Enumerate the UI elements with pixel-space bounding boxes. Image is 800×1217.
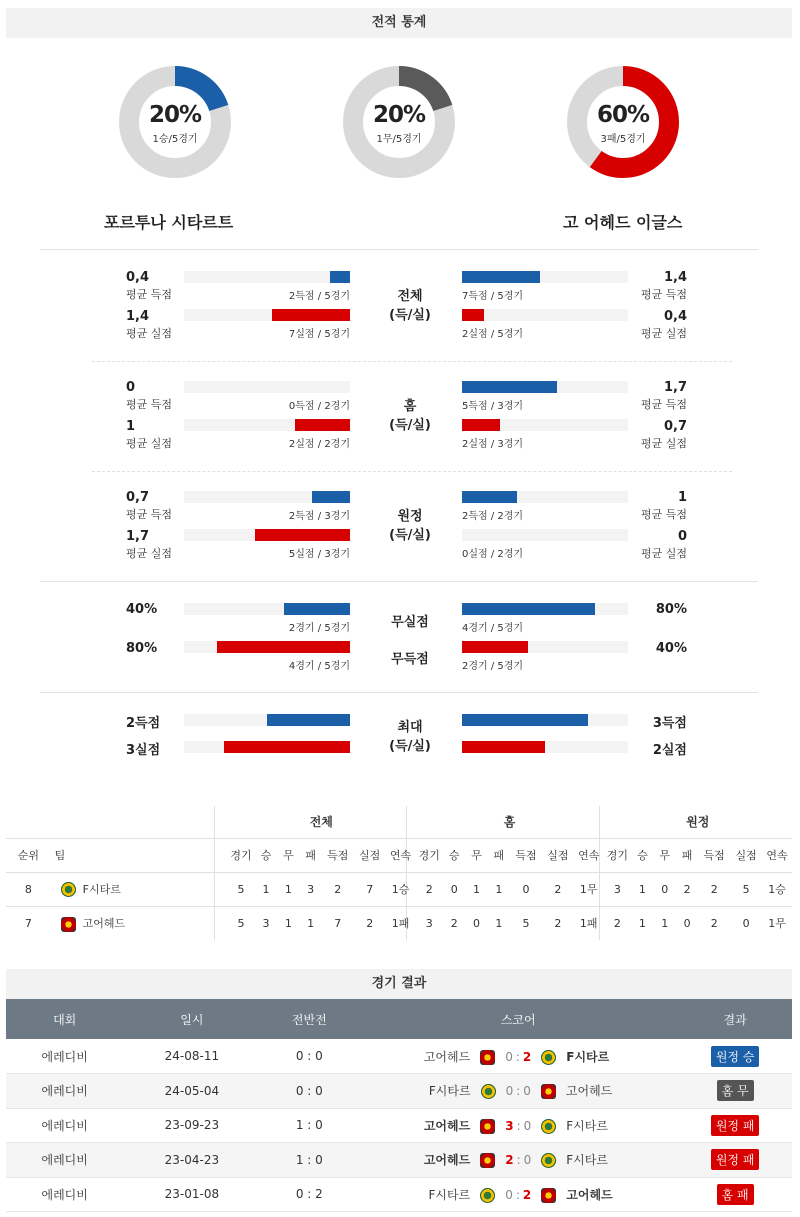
match-date: 24-08-11 <box>123 1039 260 1074</box>
results-table <box>6 999 792 1212</box>
left-conceded-bar <box>295 419 350 431</box>
stat-cell: 1패 <box>574 906 604 940</box>
stat-cell: 1무 <box>762 906 792 940</box>
away-score: 0 <box>523 1118 532 1133</box>
stat-cell: 1 <box>654 906 676 940</box>
stat-cell: 0 <box>730 906 762 940</box>
stat-cell: 7 <box>354 872 386 906</box>
left-conceded-caption: 7실점 / 5경기 <box>288 329 350 340</box>
team-name: F시타르 <box>82 882 121 896</box>
team-logo-icon <box>61 917 76 932</box>
stat-cell: 3 <box>604 872 632 906</box>
halftime-score: 1 : 0 <box>260 1143 358 1178</box>
right-noscore-bar <box>462 641 528 653</box>
left-scored-label: 평균 득점 <box>126 398 173 411</box>
left-conceded-value: 1 <box>126 419 136 434</box>
halftime-score: 0 : 0 <box>260 1039 358 1074</box>
left-conceded-caption: 5실점 / 3경기 <box>288 549 350 560</box>
col-header: 무 <box>654 838 676 872</box>
left-max-scored: 2득점 <box>126 716 161 731</box>
team-logo-icon <box>61 882 76 897</box>
results-col-header: 일시 <box>123 999 260 1039</box>
col-header: 승 <box>443 838 465 872</box>
right-noscore-value: 40% <box>655 641 687 656</box>
away-team: F시타르 <box>566 1049 610 1064</box>
right-scored-value: 1,4 <box>663 270 687 285</box>
away-logo-icon <box>541 1188 556 1203</box>
stat-cell: 1 <box>631 872 653 906</box>
col-header: 득점 <box>322 838 354 872</box>
col-header: 승 <box>631 838 653 872</box>
donut-subtitle: 1무/5경기 <box>376 134 422 145</box>
left-conceded-value: 1,4 <box>126 309 150 324</box>
col-header: 득점 <box>510 838 542 872</box>
stat-cell: 1 <box>300 906 322 940</box>
home-team: 고어헤드 <box>423 1153 471 1168</box>
away-score: 0 <box>523 1084 531 1099</box>
result-badge: 원정 패 <box>711 1115 760 1136</box>
stat-cell: 2 <box>604 906 632 940</box>
stat-cell: 2 <box>698 872 730 906</box>
stat-cell: 5 <box>227 872 255 906</box>
results-header: 경기 결과 <box>6 969 792 999</box>
col-header: 실점 <box>354 838 386 872</box>
stat-cell: 0 <box>676 906 698 940</box>
divider <box>40 249 758 250</box>
left-noscore-caption: 4경기 / 5경기 <box>288 661 350 672</box>
left-conceded-label: 평균 실점 <box>126 437 173 450</box>
result-cell <box>678 1039 792 1074</box>
stat-cell: 3 <box>300 872 322 906</box>
away-score: 0 <box>523 1153 532 1168</box>
right-clean-bar <box>462 603 595 615</box>
left-scored-caption: 2득점 / 3경기 <box>288 511 350 522</box>
home-team-name: 포르투나 시타르트 <box>104 213 234 232</box>
stat-cell: 1 <box>277 906 299 940</box>
away-score: 2 <box>522 1187 532 1202</box>
col-header: 경기 <box>415 838 443 872</box>
away-logo-icon <box>541 1119 556 1134</box>
home-score: 3 <box>505 1118 514 1133</box>
home-logo-icon <box>480 1188 495 1203</box>
col-header: 승 <box>255 838 277 872</box>
result-cell <box>678 1177 792 1212</box>
away-score: 2 <box>522 1049 532 1064</box>
block-title: 전체 <box>397 289 423 304</box>
stat-cell: 1패 <box>386 906 416 940</box>
home-score: 0 <box>505 1187 513 1202</box>
away-team: 고어헤드 <box>566 1187 613 1202</box>
right-conceded-bar <box>462 419 500 431</box>
col-header: 패 <box>300 838 322 872</box>
block-subtitle: (득/실) <box>389 528 431 543</box>
score-cell <box>358 1143 678 1178</box>
right-scored-value: 1,7 <box>663 380 687 395</box>
left-scored-bar-track <box>184 381 350 393</box>
right-scored-caption: 2득점 / 2경기 <box>462 511 524 522</box>
result-badge: 원정 패 <box>711 1149 760 1170</box>
left-scored-value: 0 <box>126 380 136 395</box>
stat-cell: 2 <box>322 872 354 906</box>
right-conceded-bar <box>462 309 484 321</box>
donut-percent: 60% <box>596 102 650 128</box>
col-header: 무 <box>465 838 487 872</box>
stat-cell: 2 <box>415 872 443 906</box>
col-header: 연속 <box>386 838 416 872</box>
standings-group-1: 홈 <box>503 815 516 830</box>
left-conceded-bar <box>272 309 350 321</box>
away-logo-icon <box>541 1153 556 1168</box>
halftime-score: 1 : 0 <box>260 1108 358 1143</box>
right-conceded-value: 0 <box>677 529 687 544</box>
away-logo-icon <box>541 1050 556 1065</box>
stat-cell: 1 <box>488 906 510 940</box>
right-noscore-caption: 2경기 / 5경기 <box>462 661 524 672</box>
stat-cell: 1무 <box>574 872 604 906</box>
team-cell <box>51 872 228 906</box>
league: 에레디비 <box>6 1177 123 1212</box>
donut-percent: 20% <box>148 102 202 128</box>
left-scored-value: 0,7 <box>126 490 150 505</box>
home-logo-icon <box>480 1050 495 1065</box>
home-logo-icon <box>481 1084 496 1099</box>
left-conceded-value: 1,7 <box>126 529 150 544</box>
match-date: 23-04-23 <box>123 1143 260 1178</box>
halftime-score: 0 : 0 <box>260 1074 358 1109</box>
right-scored-caption: 7득점 / 5경기 <box>462 291 524 302</box>
score-cell <box>358 1074 678 1109</box>
stat-cell: 0 <box>465 906 487 940</box>
away-team: 고어헤드 <box>565 1084 613 1099</box>
col-header: 경기 <box>227 838 255 872</box>
match-date: 24-05-04 <box>123 1074 260 1109</box>
col-header: 연속 <box>574 838 604 872</box>
score-cell <box>358 1039 678 1074</box>
right-max-scored-bar <box>462 714 588 726</box>
stat-cell: 2 <box>542 872 574 906</box>
standings-group-2: 원정 <box>686 815 710 830</box>
stat-cell: 2 <box>443 906 465 940</box>
results-col-header: 스코어 <box>358 999 678 1039</box>
left-max-conceded-bar <box>224 741 350 753</box>
donut-subtitle: 1승/5경기 <box>152 134 198 145</box>
stat-cell: 1승 <box>762 872 792 906</box>
result-cell <box>678 1108 792 1143</box>
col-header: 득점 <box>698 838 730 872</box>
right-clean-caption: 4경기 / 5경기 <box>462 623 524 634</box>
match-date: 23-01-08 <box>123 1177 260 1212</box>
left-scored-label: 평균 득점 <box>126 508 173 521</box>
rank: 8 <box>6 872 51 906</box>
league: 에레디비 <box>6 1108 123 1143</box>
left-scored-value: 0,4 <box>126 270 150 285</box>
score-cell <box>358 1108 678 1143</box>
block-title: 홈 <box>403 399 417 414</box>
right-scored-bar <box>462 491 517 503</box>
left-scored-label: 평균 득점 <box>126 288 173 301</box>
results-row <box>6 1074 792 1109</box>
results-col-header: 전반전 <box>260 999 358 1039</box>
stat-cell: 1 <box>488 872 510 906</box>
stat-cell: 1 <box>255 872 277 906</box>
right-scored-value: 1 <box>677 490 687 505</box>
left-conceded-label: 평균 실점 <box>126 327 173 340</box>
col-header: 실점 <box>542 838 574 872</box>
home-logo-icon <box>480 1153 495 1168</box>
left-max-scored-bar <box>267 714 350 726</box>
result-cell <box>678 1143 792 1178</box>
donut-subtitle: 3패/5경기 <box>600 134 646 145</box>
match-date: 23-09-23 <box>123 1108 260 1143</box>
stat-cell: 0 <box>654 872 676 906</box>
left-clean-value: 40% <box>126 602 158 617</box>
left-noscore-bar <box>217 641 350 653</box>
max-title: 최대 <box>397 720 423 735</box>
away-team-name: 고 어헤드 이글스 <box>563 213 683 232</box>
stat-cell: 1 <box>631 906 653 940</box>
away-team: F시타르 <box>566 1118 608 1133</box>
results-row <box>6 1177 792 1212</box>
away-logo-icon <box>541 1084 556 1099</box>
right-max-conceded: 2실점 <box>652 743 687 758</box>
right-scored-label: 평균 득점 <box>640 288 687 301</box>
right-conceded-caption: 0실점 / 2경기 <box>462 549 524 560</box>
col-header: 경기 <box>604 838 632 872</box>
result-badge: 홈 무 <box>717 1080 754 1101</box>
blank <box>51 806 228 838</box>
left-noscore-value: 80% <box>126 641 158 656</box>
score-sep: : <box>515 1049 520 1064</box>
donut-2 <box>343 66 455 178</box>
right-conceded-value: 0,7 <box>663 419 687 434</box>
right-scored-label: 평균 득점 <box>640 508 687 521</box>
dashed-divider <box>92 361 732 362</box>
stat-cell: 5 <box>227 906 255 940</box>
stat-cell: 1 <box>277 872 299 906</box>
stat-cell: 1승 <box>386 872 416 906</box>
left-scored-bar <box>312 491 350 503</box>
right-conceded-label: 평균 실점 <box>640 547 687 560</box>
stat-cell: 3 <box>415 906 443 940</box>
left-scored-caption: 2득점 / 5경기 <box>288 291 350 302</box>
right-conceded-caption: 2실점 / 5경기 <box>462 329 524 340</box>
score-sep: : <box>515 1187 520 1202</box>
standings-table <box>6 806 792 940</box>
results-col-header: 대회 <box>6 999 123 1039</box>
divider <box>40 581 758 582</box>
left-scored-bar <box>330 271 350 283</box>
results-row <box>6 1039 792 1074</box>
league: 에레디비 <box>6 1039 123 1074</box>
right-scored-bar <box>462 381 557 393</box>
clean-title: 무실점 <box>391 615 429 630</box>
right-conceded-label: 평균 실점 <box>640 437 687 450</box>
stat-cell: 5 <box>510 906 542 940</box>
right-conceded-bar-track <box>462 309 628 321</box>
col-header: 연속 <box>762 838 792 872</box>
left-conceded-label: 평균 실점 <box>126 547 173 560</box>
left-scored-bar-track <box>184 271 350 283</box>
score-sep: : <box>516 1118 521 1133</box>
left-clean-caption: 2경기 / 5경기 <box>288 623 350 634</box>
divider <box>40 692 758 693</box>
results-col-header: 결과 <box>678 999 792 1039</box>
donut-percent: 20% <box>372 102 426 128</box>
results-row <box>6 1108 792 1143</box>
right-conceded-label: 평균 실점 <box>640 327 687 340</box>
halftime-score: 0 : 2 <box>260 1177 358 1212</box>
home-team: 고어헤드 <box>423 1049 471 1064</box>
dashed-divider <box>92 471 732 472</box>
home-score: 0 <box>505 1049 513 1064</box>
noscore-title: 무득점 <box>391 652 429 667</box>
col-header: 무 <box>277 838 299 872</box>
donut-3 <box>567 66 679 178</box>
home-score: 0 <box>505 1084 514 1099</box>
right-conceded-caption: 2실점 / 3경기 <box>462 439 524 450</box>
stat-cell: 2 <box>354 906 386 940</box>
right-max-scored: 3득점 <box>652 716 687 731</box>
stat-cell: 7 <box>322 906 354 940</box>
home-score: 2 <box>505 1153 514 1168</box>
league: 에레디비 <box>6 1074 123 1109</box>
league: 에레디비 <box>6 1143 123 1178</box>
stat-cell: 0 <box>510 872 542 906</box>
rank-header: 순위 <box>6 838 51 872</box>
block-subtitle: (득/실) <box>389 308 431 323</box>
left-clean-bar <box>284 603 350 615</box>
right-max-conceded-bar <box>462 741 545 753</box>
home-team: F시타르 <box>428 1084 471 1099</box>
home-logo-icon <box>480 1119 495 1134</box>
standings-group-0: 전체 <box>309 815 333 830</box>
left-conceded-caption: 2실점 / 2경기 <box>288 439 350 450</box>
block-subtitle: (득/실) <box>389 418 431 433</box>
standings-row <box>6 906 792 940</box>
left-scored-caption: 0득점 / 2경기 <box>288 401 350 412</box>
stat-cell: 5 <box>730 872 762 906</box>
right-clean-value: 80% <box>655 602 687 617</box>
result-cell <box>678 1074 792 1109</box>
score-sep: : <box>516 1153 521 1168</box>
stat-cell: 3 <box>255 906 277 940</box>
results-row <box>6 1143 792 1178</box>
result-badge: 원정 승 <box>711 1046 760 1067</box>
col-header: 패 <box>676 838 698 872</box>
max-subtitle: (득/실) <box>389 739 431 754</box>
stat-cell: 0 <box>443 872 465 906</box>
stat-cell: 2 <box>542 906 574 940</box>
home-team: 고어헤드 <box>423 1118 471 1133</box>
right-conceded-value: 0,4 <box>663 309 687 324</box>
stat-cell: 2 <box>698 906 730 940</box>
standings-row <box>6 872 792 906</box>
result-badge: 홈 패 <box>717 1184 754 1205</box>
left-max-conceded: 3실점 <box>126 743 161 758</box>
score-sep: : <box>516 1084 521 1099</box>
left-conceded-bar <box>255 529 350 541</box>
right-scored-bar <box>462 271 540 283</box>
right-scored-caption: 5득점 / 3경기 <box>462 401 524 412</box>
block-title: 원정 <box>397 509 423 524</box>
col-header: 실점 <box>730 838 762 872</box>
away-team: F시타르 <box>566 1153 608 1168</box>
stat-cell: 2 <box>676 872 698 906</box>
team-name: 고어헤드 <box>82 917 126 930</box>
col-header: 패 <box>488 838 510 872</box>
stats-header: 전적 통계 <box>6 8 792 38</box>
donut-1 <box>119 66 231 178</box>
team-header: 팀 <box>51 838 228 872</box>
blank <box>6 806 51 838</box>
score-cell <box>358 1177 678 1212</box>
home-team: F시타르 <box>428 1187 471 1202</box>
team-cell <box>51 906 228 940</box>
right-scored-label: 평균 득점 <box>640 398 687 411</box>
right-conceded-bar-track <box>462 529 628 541</box>
rank: 7 <box>6 906 51 940</box>
stat-cell: 1 <box>465 872 487 906</box>
